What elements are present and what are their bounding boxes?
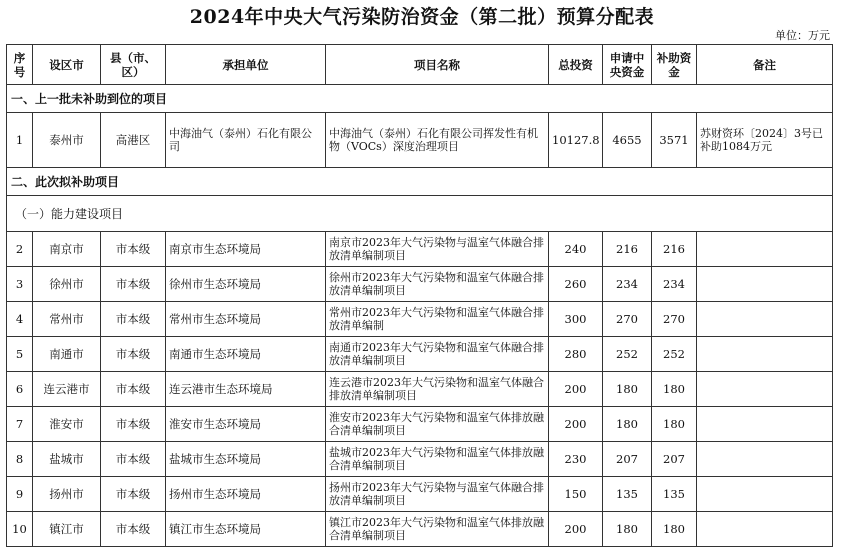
cell-city: 盐城市 — [33, 442, 101, 477]
section-title: 一、上一批未补助到位的项目 — [7, 85, 833, 113]
cell-apply: 207 — [603, 442, 652, 477]
subsection-row — [7, 196, 833, 232]
cell-apply: 180 — [603, 372, 652, 407]
cell-note — [697, 372, 833, 407]
cell-city: 南通市 — [33, 337, 101, 372]
table-row — [7, 372, 833, 407]
cell-apply: 4655 — [603, 113, 652, 168]
cell-city: 连云港市 — [33, 372, 101, 407]
table-row — [7, 477, 833, 512]
cell-apply: 135 — [603, 477, 652, 512]
cell-no: 9 — [7, 477, 33, 512]
cell-no: 8 — [7, 442, 33, 477]
cell-note — [697, 267, 833, 302]
header-city: 设区市 — [33, 45, 101, 85]
cell-unit: 徐州市生态环境局 — [166, 267, 326, 302]
subsection-title: （一）能力建设项目 — [7, 196, 833, 232]
cell-county: 市本级 — [101, 372, 166, 407]
cell-project: 南通市2023年大气污染物和温室气体融合排放清单编制项目 — [326, 337, 549, 372]
cell-city: 南京市 — [33, 232, 101, 267]
section-title: 二、此次拟补助项目 — [7, 168, 833, 196]
cell-note — [697, 477, 833, 512]
cell-apply: 216 — [603, 232, 652, 267]
cell-subsidy: 135 — [652, 477, 697, 512]
cell-note — [697, 407, 833, 442]
cell-subsidy: 3571 — [652, 113, 697, 168]
section-row — [7, 168, 833, 196]
cell-total: 150 — [549, 477, 603, 512]
cell-unit: 常州市生态环境局 — [166, 302, 326, 337]
table-row — [7, 512, 833, 547]
cell-subsidy: 180 — [652, 512, 697, 547]
cell-city: 淮安市 — [33, 407, 101, 442]
header-note: 备注 — [697, 45, 833, 85]
cell-no: 3 — [7, 267, 33, 302]
table-row — [7, 302, 833, 337]
cell-city: 徐州市 — [33, 267, 101, 302]
cell-county: 市本级 — [101, 232, 166, 267]
cell-no: 1 — [7, 113, 33, 168]
table-row — [7, 337, 833, 372]
header-row — [7, 45, 833, 85]
cell-unit: 南京市生态环境局 — [166, 232, 326, 267]
cell-unit: 中海油气（泰州）石化有限公司 — [166, 113, 326, 168]
cell-total: 280 — [549, 337, 603, 372]
cell-county: 市本级 — [101, 512, 166, 547]
table-row — [7, 232, 833, 267]
header-apply: 申请中央资金 — [603, 45, 652, 85]
cell-county: 市本级 — [101, 477, 166, 512]
table-row — [7, 442, 833, 477]
cell-total: 200 — [549, 372, 603, 407]
cell-city: 镇江市 — [33, 512, 101, 547]
cell-unit: 南通市生态环境局 — [166, 337, 326, 372]
cell-note — [697, 302, 833, 337]
cell-project: 常州市2023年大气污染物和温室气体融合排放清单编制 — [326, 302, 549, 337]
budget-table — [6, 44, 833, 547]
cell-apply: 270 — [603, 302, 652, 337]
cell-no: 10 — [7, 512, 33, 547]
cell-apply: 180 — [603, 512, 652, 547]
cell-no: 5 — [7, 337, 33, 372]
cell-subsidy: 270 — [652, 302, 697, 337]
table-body — [7, 45, 833, 547]
cell-apply: 252 — [603, 337, 652, 372]
header-project: 项目名称 — [326, 45, 549, 85]
cell-county: 市本级 — [101, 267, 166, 302]
cell-project: 镇江市2023年大气污染物和温室气体排放融合清单编制项目 — [326, 512, 549, 547]
cell-unit: 淮安市生态环境局 — [166, 407, 326, 442]
cell-subsidy: 234 — [652, 267, 697, 302]
cell-note — [697, 512, 833, 547]
cell-no: 7 — [7, 407, 33, 442]
cell-total: 300 — [549, 302, 603, 337]
cell-project: 南京市2023年大气污染物与温室气体融合排放清单编制项目 — [326, 232, 549, 267]
cell-unit: 连云港市生态环境局 — [166, 372, 326, 407]
cell-unit: 镇江市生态环境局 — [166, 512, 326, 547]
cell-unit: 盐城市生态环境局 — [166, 442, 326, 477]
header-subsidy: 补助资金 — [652, 45, 697, 85]
cell-project: 中海油气（泰州）石化有限公司挥发性有机物（VOCs）深度治理项目 — [326, 113, 549, 168]
table-row — [7, 113, 833, 168]
header-total: 总投资 — [549, 45, 603, 85]
section-row — [7, 85, 833, 113]
header-no: 序号 — [7, 45, 33, 85]
cell-city: 扬州市 — [33, 477, 101, 512]
cell-subsidy: 252 — [652, 337, 697, 372]
table-row — [7, 407, 833, 442]
cell-total: 260 — [549, 267, 603, 302]
cell-subsidy: 180 — [652, 407, 697, 442]
unit-label: 单位：万元 — [775, 29, 830, 42]
cell-note — [697, 232, 833, 267]
cell-no: 6 — [7, 372, 33, 407]
table-row — [7, 267, 833, 302]
cell-city: 泰州市 — [33, 113, 101, 168]
cell-project: 扬州市2023年大气污染物与温室气体融合排放清单编制项目 — [326, 477, 549, 512]
cell-city: 常州市 — [33, 302, 101, 337]
cell-county: 高港区 — [101, 113, 166, 168]
cell-project: 连云港市2023年大气污染物和温室气体融合排放清单编制项目 — [326, 372, 549, 407]
cell-county: 市本级 — [101, 302, 166, 337]
cell-total: 200 — [549, 512, 603, 547]
cell-total: 10127.8 — [549, 113, 603, 168]
cell-total: 240 — [549, 232, 603, 267]
cell-apply: 180 — [603, 407, 652, 442]
cell-total: 230 — [549, 442, 603, 477]
cell-county: 市本级 — [101, 407, 166, 442]
document-title: 2024年中央大气污染防治资金（第二批）预算分配表 — [189, 6, 655, 28]
cell-no: 2 — [7, 232, 33, 267]
header-county: 县（市、区） — [101, 45, 166, 85]
cell-subsidy: 216 — [652, 232, 697, 267]
cell-note: 苏财资环〔2024〕3号已补助1084万元 — [697, 113, 833, 168]
cell-total: 200 — [549, 407, 603, 442]
cell-no: 4 — [7, 302, 33, 337]
cell-apply: 234 — [603, 267, 652, 302]
cell-unit: 扬州市生态环境局 — [166, 477, 326, 512]
cell-project: 徐州市2023年大气污染物和温室气体融合排放清单编制项目 — [326, 267, 549, 302]
cell-project: 淮安市2023年大气污染物和温室气体排放融合清单编制项目 — [326, 407, 549, 442]
cell-subsidy: 180 — [652, 372, 697, 407]
cell-project: 盐城市2023年大气污染物和温室气体排放融合清单编制项目 — [326, 442, 549, 477]
cell-county: 市本级 — [101, 442, 166, 477]
cell-county: 市本级 — [101, 337, 166, 372]
header-unit: 承担单位 — [166, 45, 326, 85]
cell-note — [697, 442, 833, 477]
cell-subsidy: 207 — [652, 442, 697, 477]
cell-note — [697, 337, 833, 372]
